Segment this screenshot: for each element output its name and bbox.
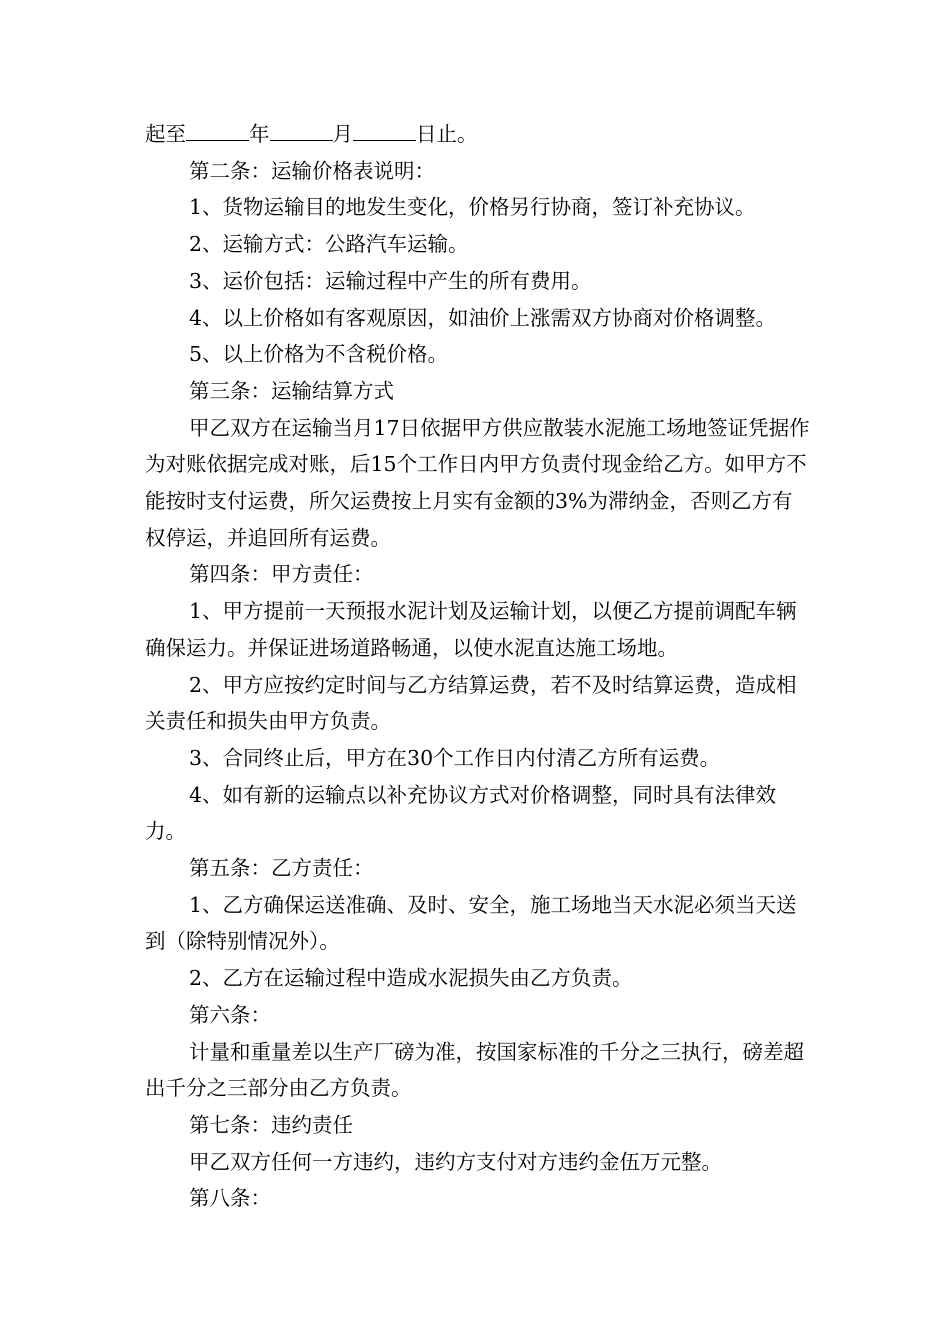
paragraph: 5、以上价格为不含税价格。: [189, 342, 449, 367]
document-body: [145, 116, 810, 1217]
paragraph: 4、以上价格如有客观原因，如油价上涨需双方协商对价格调整。: [189, 305, 777, 330]
paragraph: 第八条：: [189, 1186, 271, 1211]
paragraph: 1、乙方确保运送准确、及时、安全，施工场地当天水泥必须当天送到（除特别情况外）。: [145, 892, 797, 954]
paragraph: 3、运价包括：运输过程中产生的所有费用。: [189, 268, 592, 293]
paragraph: 1、货物运输目的地发生变化，价格另行协商，签订补充协议。: [189, 195, 756, 220]
paragraph: 第三条：运输结算方式: [189, 378, 394, 403]
paragraph: 2、乙方在运输过程中造成水泥损失由乙方负责。: [189, 966, 633, 991]
paragraph-list: [145, 153, 810, 1217]
day-blank: [353, 118, 416, 141]
paragraph: 4、如有新的运输点以补充协议方式对价格调整，同时具有法律效力。: [145, 782, 777, 844]
paragraph: 计量和重量差以生产厂磅为准，按国家标准的千分之三执行，磅差超出千分之三部分由乙方负责。: [145, 1039, 804, 1101]
year-blank: [186, 118, 249, 141]
paragraph: 甲乙双方任何一方违约，违约方支付对方违约金伍万元整。: [189, 1149, 722, 1174]
paragraph: 第五条：乙方责任：: [189, 856, 374, 881]
month-blank: [270, 118, 333, 141]
paragraph: 甲乙双方在运输当月17日依据甲方供应散装水泥施工场地签证凭据作为对账依据完成对账，后15个工作日内甲方负责付现金给乙方。如甲方不能按时支付运费，所欠运费按上月实有金额的3%为滞纳金，否则乙方有权停运，并追回所有运费。: [145, 415, 810, 550]
month-label: 月: [332, 122, 353, 146]
paragraph: 第二条：运输价格表说明：: [189, 158, 435, 183]
date-line: [145, 116, 810, 153]
paragraph: 3、合同终止后，甲方在30个工作日内付清乙方所有运费。: [189, 745, 721, 770]
day-label: 日止。: [416, 122, 478, 146]
paragraph: 2、甲方应按约定时间与乙方结算运费，若不及时结算运费，造成相关责任和损失由甲方负责。: [145, 672, 797, 734]
paragraph: 第七条：违约责任: [189, 1112, 353, 1137]
paragraph: 第四条：甲方责任：: [189, 562, 374, 587]
year-label: 年: [249, 122, 270, 146]
paragraph: 1、甲方提前一天预报水泥计划及运输计划，以便乙方提前调配车辆确保运力。并保证进场道路畅通，以使水泥直达施工场地。: [145, 599, 797, 660]
date-prefix: 起至: [145, 122, 186, 146]
paragraph: 第六条：: [189, 1002, 271, 1027]
paragraph: 2、运输方式：公路汽车运输。: [189, 232, 469, 257]
